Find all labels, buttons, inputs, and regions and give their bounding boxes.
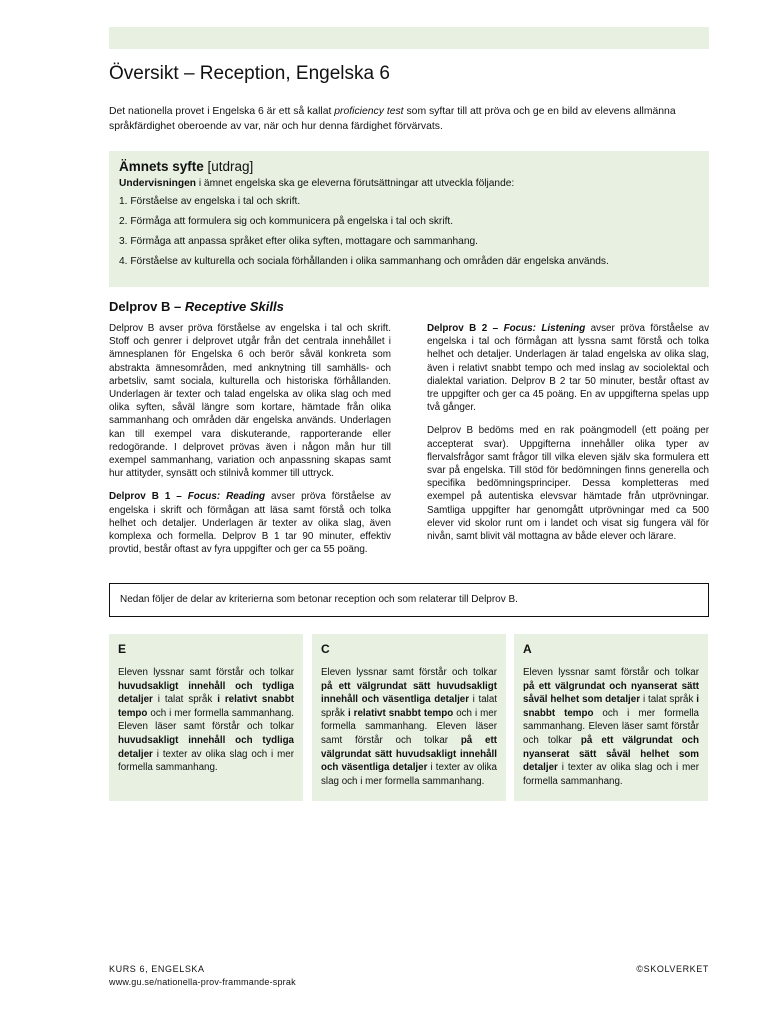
page-title: Översikt – Reception, Engelska 6 xyxy=(109,63,390,84)
footer-url: www.gu.se/nationella-prov-frammande-sprak xyxy=(109,977,296,987)
criteria-text: Eleven lyssnar samt förstår och tolkar på ett välgrundat och nyanserat sätt såväl helhet som detaljer i talat språk i snabbt tempo och i mer formella sammanhang. Eleven läser samt förstår och tolkar på ett välgrundat och nyanserat sätt såväl helhet som detaljer i texter av olika slag och i mer formella sammanhang. xyxy=(523,667,699,787)
criteria-text: Eleven lyssnar samt förstår och tolkar på ett välgrundat sätt huvudsakligt innehåll och väsentliga detaljer i talat språk i relativt snabbt tempo och i mer formella sammanhang. Eleven läser samt förstår och tolkar på ett välgrundat sätt huvudsakligt innehåll och väsentliga detaljer i texter av olika slag och i mer formella sammanhang. xyxy=(321,667,497,787)
criteria-box-a xyxy=(514,634,708,801)
subject-purpose-heading: Ämnets syfte [utdrag] xyxy=(119,159,254,174)
intro-paragraph: Det nationella provet i Engelska 6 är ett så kallat proficiency test som syftar till att pröva och ge en bild av elevens allmänna språkfärdighet oberoende av var, när och hur denna färdighet förvärvats. xyxy=(109,106,676,132)
footer-course: KURS 6, ENGELSKA xyxy=(109,964,205,974)
list-item: 1. Förståelse av engelska i tal och skrift. xyxy=(119,196,301,207)
left-column xyxy=(109,322,391,566)
subject-purpose-box xyxy=(109,151,709,287)
assessment-paragraph: Delprov B bedöms med en rak poängmodell (ett poäng per accepterat svar). Uppgifterna innehåller olika typer av flervalsfrågor samt frågor till vilka eleven själv ska formulera ett svar på engelska. Till stöd för bedömningen finns generella och specifika bedömningsprinciper. Dessa kompletteras med exempel på autentiska elevsvar hämtade från utprövningar. Samtliga uppgifter har genomgått utprövningar med ca 500 elever vid skolor runt om i landet och visat sig fungera väl för nivån, samt blivit väl mottagna av både elever och lärare. xyxy=(427,425,709,543)
criteria-box-c xyxy=(312,634,506,801)
delprov-b2-paragraph: Delprov B 2 – Focus: Listening avser pröva förståelse av engelska i tal och förmågan att lyssna samt förstå och tolka helhet och detaljer. Underlagen är talad engelska av olika slag, även i relativt snabbt tempo och med inslag av sociolektal och dialektal variation. Delprov B 2 tar 50 minuter, består oftast av tre uppgifter och ger ca 45 poäng. En av uppgifterna spelas upp två gånger. xyxy=(427,323,710,414)
header-band xyxy=(109,27,709,49)
grade-label: C xyxy=(321,642,330,656)
grade-label: E xyxy=(118,642,127,656)
delprov-b1-paragraph: Delprov B 1 – Focus: Reading avser pröva förståelse av engelska i skrift och förmågan att läsa samt förstå och tolka helhet och detaljer. Underlagen är texter av olika slag, även komplexa och formella. Delprov B 1 tar 90 minuter, effektiv provtid, består oftast av fyra uppgifter och ger ca 55 poäng. xyxy=(109,491,391,556)
criteria-text: Eleven lyssnar samt förstår och tolkar huvudsakligt innehåll och tydliga detaljer i talat språk i relativt snabbt tempo och i mer formella sammanhang. Eleven läser samt förstår och tolkar huvudsakligt innehåll och tydliga detaljer i texter av olika slag och i mer formella sammanhang. xyxy=(118,667,295,774)
section-heading: Delprov B – Receptive Skills xyxy=(109,299,284,314)
criteria-box-e xyxy=(109,634,303,801)
subject-purpose-list xyxy=(119,195,699,269)
criteria-intro-box: Nedan följer de delar av kriterierna som betonar reception och som relaterar till Delprov B. xyxy=(109,583,709,617)
footer-copyright: ©SKOLVERKET xyxy=(636,964,709,974)
list-item: 3. Förmåga att anpassa språket efter olika syften, mottagare och sammanhang. xyxy=(119,236,479,247)
subject-purpose-lead: Undervisningen i ämnet engelska ska ge eleverna förutsättningar att utveckla följande: xyxy=(119,178,515,189)
grade-label: A xyxy=(523,642,532,656)
list-item: 4. Förståelse av kulturella och sociala förhållanden i olika sammanhang och områden där engelska används. xyxy=(119,256,609,267)
list-item: 2. Förmåga att formulera sig och kommunicera på engelska i tal och skrift. xyxy=(119,216,454,227)
delprov-b-paragraph: Delprov B avser pröva förståelse av engelska i tal och skrift. Stoff och genrer i delprovet utgår från det centrala innehållet i ämnesplanen för Engelska 6 och berör såväl konkreta som abstrakta ämnesområden, med anknytning till samhälls- och arbetsliv, samt sociala, kulturella och historiska förhållanden. Underlagen är texter och talad engelska av olika slag och med olika syften, såväl längre som kortare, hämtade från olika sammanhang och områden där engelska används. Underlagen kan till exempel vara diskuterande, rapporterande eller redogörande. I delprovet prövas även i någon mån hur till exempel sammanhang, variation och anpassning skapas samt hur attityder, synsätt och stilnivå kommer till uttryck. xyxy=(109,323,391,480)
page-footer xyxy=(109,963,709,989)
right-column xyxy=(427,322,709,553)
